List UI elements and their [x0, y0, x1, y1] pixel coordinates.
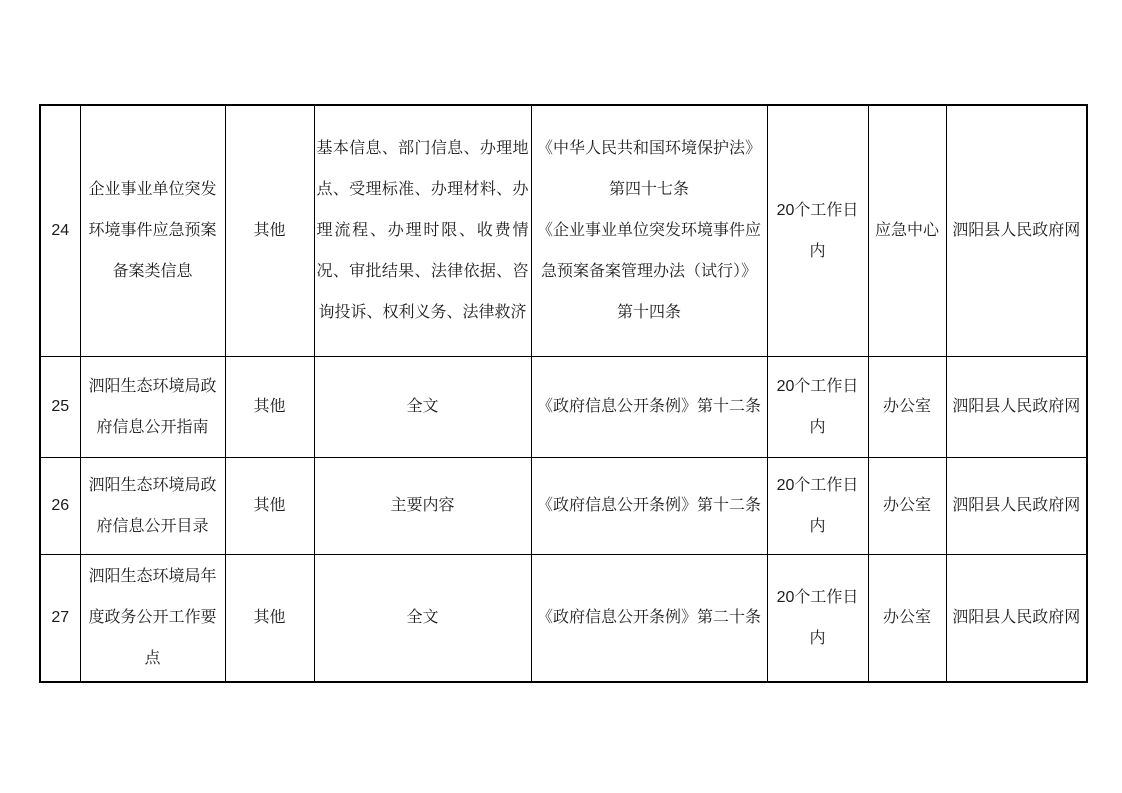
- legal-basis-item: 《政府信息公开条例》第十二条: [536, 497, 761, 514]
- row-number-cell: 25: [40, 356, 80, 457]
- legal-basis-item: 《政府信息公开条例》第二十条: [536, 609, 761, 627]
- channel-cell: 泗阳县人民政府网: [946, 105, 1087, 356]
- info-title-cell: 企业事业单位突发环境事件应急预案备案类信息: [80, 105, 225, 356]
- channel-cell: 泗阳县人民政府网: [946, 554, 1087, 682]
- department-cell: 办公室: [868, 457, 946, 554]
- time-limit-cell: 20个工作日内: [767, 554, 868, 682]
- content-cell: 全文: [314, 356, 531, 457]
- content-cell: [314, 105, 531, 356]
- time-limit-cell: 20个工作日内: [767, 356, 868, 457]
- category-cell: 其他: [225, 457, 314, 554]
- department-cell: 应急中心: [868, 105, 946, 356]
- legal-basis-cell: [531, 554, 767, 682]
- time-limit-cell: 20个工作日内: [767, 457, 868, 554]
- time-limit-cell: 20个工作日内: [767, 105, 868, 356]
- channel-cell: 泗阳县人民政府网: [946, 356, 1087, 457]
- department-cell: 办公室: [868, 356, 946, 457]
- legal-basis-item: 《政府信息公开条例》第十二条: [536, 398, 761, 415]
- legal-basis-item: 《中华人民共和国环境保护法》第四十七条: [536, 140, 761, 199]
- info-title-cell: 泗阳生态环境局年度政务公开工作要点: [80, 554, 225, 682]
- table-row: [40, 554, 1087, 682]
- content-cell: 主要内容: [314, 457, 531, 554]
- content-text: 基本信息、部门信息、办理地点、受理标准、办理材料、办理流程、办理时限、收费情况、审批结果、法律依据、咨询投诉、权利义务、法律救济: [316, 140, 529, 322]
- legal-basis-cell: [531, 105, 767, 356]
- table-row: [40, 457, 1087, 554]
- table-row: [40, 105, 1087, 356]
- legal-basis-cell: [531, 356, 767, 457]
- content-cell: 全文: [314, 554, 531, 682]
- info-title-cell: 泗阳生态环境局政府信息公开指南: [80, 356, 225, 457]
- row-number-cell: 27: [40, 554, 80, 682]
- channel-cell: 泗阳县人民政府网: [946, 457, 1087, 554]
- table-row: [40, 356, 1087, 457]
- row-number-cell: 24: [40, 105, 80, 356]
- category-cell: 其他: [225, 356, 314, 457]
- info-title-cell: 泗阳生态环境局政府信息公开目录: [80, 457, 225, 554]
- disclosure-info-table: [39, 104, 1088, 683]
- legal-basis-item: 《企业事业单位突发环境事件应急预案备案管理办法（试行）》第十四条: [536, 222, 761, 322]
- department-cell: 办公室: [868, 554, 946, 682]
- row-number-cell: 26: [40, 457, 80, 554]
- category-cell: 其他: [225, 554, 314, 682]
- legal-basis-cell: [531, 457, 767, 554]
- category-cell: 其他: [225, 105, 314, 356]
